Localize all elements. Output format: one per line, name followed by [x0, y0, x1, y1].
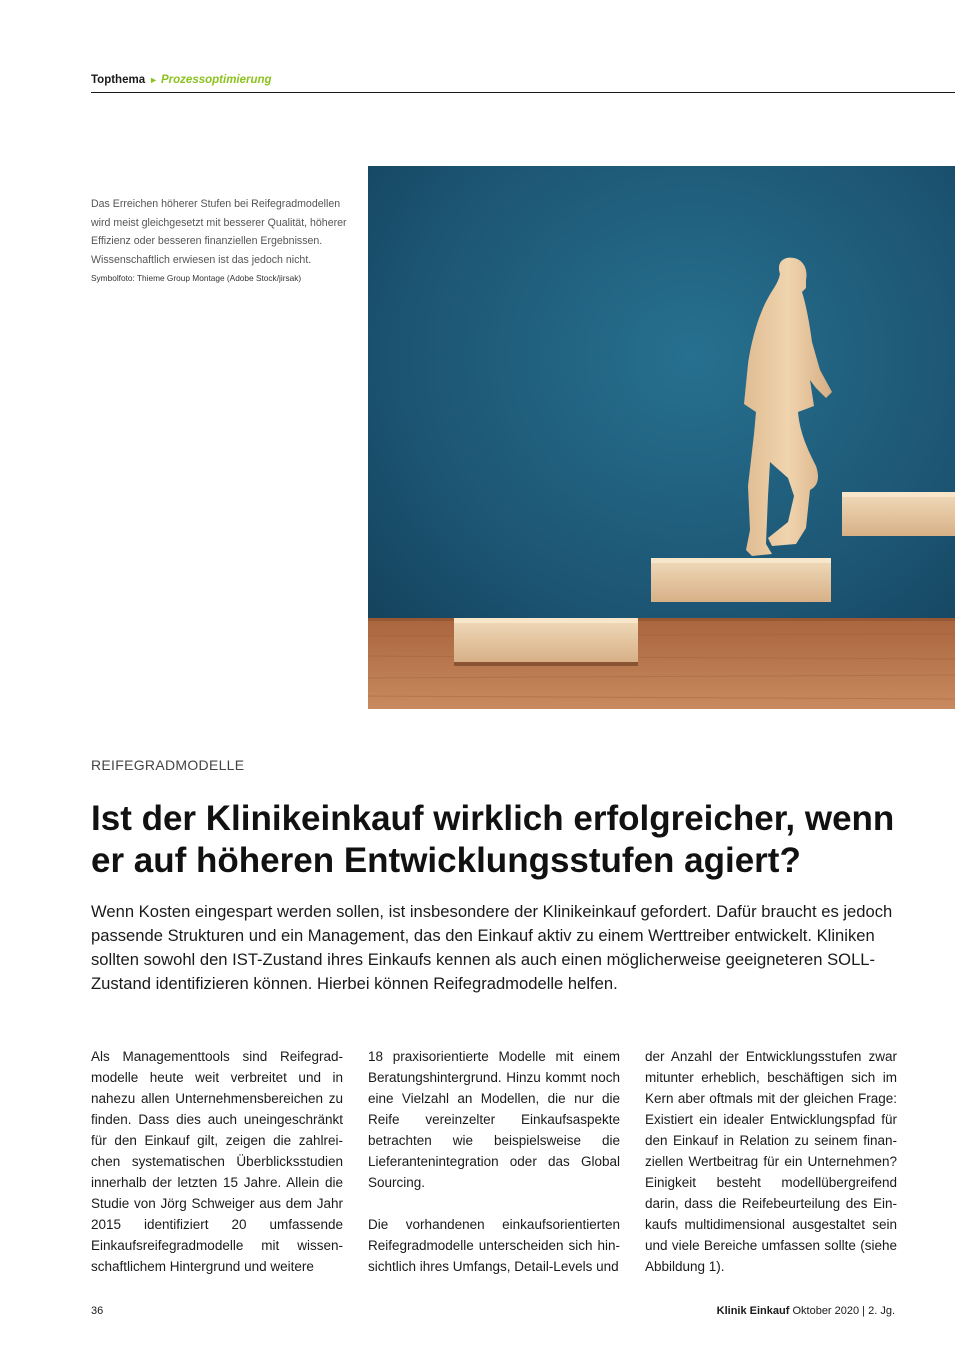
body-column-1	[91, 1046, 343, 1277]
body-paragraph: Als Managementtools sind Reifegradmodelle heute weit verbreitet und in nahezu allen Unternehmensbereichen zu finden. Dass dies auch uneingeschränkt für den Einkauf gilt, zeigen die zahlreichen systematischen Überblicksstudien innerhalb der letzten 15 Jahre. Allein die Studie von Jörg Schweiger aus dem Jahr 2015 identifiziert 20 umfassende Einkaufsreifegradmodelle mit wissenschaftlichem Hintergrund und weitere	[91, 1049, 343, 1274]
magazine-name: Klinik Einkauf	[716, 1305, 790, 1317]
body-column-2	[368, 1046, 620, 1277]
body-paragraph: Die vorhandenen einkaufsorientierten Reifegradmodelle unterscheiden sich hinsichtlich ihres Umfangs, Detail-Levels und	[368, 1217, 620, 1274]
body-paragraph: 18 praxisorientierte Modelle mit einem Beratungshintergrund. Hinzu kommt noch eine Vielzahl an Modellen, die nur die Reife vereinzelter Einkaufsaspekte betrachten wie beispielsweise die Lieferantenintegration oder das Global Sourcing.	[368, 1049, 620, 1190]
photo-caption	[91, 195, 349, 288]
article-kicker: REIFEGRADMODELLE	[91, 757, 245, 773]
header-section: Prozessoptimierung	[161, 74, 272, 86]
wooden-figure-steps-illustration	[368, 166, 955, 709]
page-number: 36	[91, 1305, 104, 1317]
article-title: Ist der Klinikeinkauf wirklich erfolgreicher, wenn er auf höheren Entwicklungsstufen agiert?	[91, 799, 895, 880]
header-topic: Topthema	[91, 74, 146, 86]
article-photo	[368, 166, 955, 709]
photo-credit: Symbolfoto: Thieme Group Montage (Adobe Stock/jirsak)	[91, 273, 302, 284]
body-paragraph: der Anzahl der Entwicklungsstufen zwar mitunter erheblich, beschäftigen sich im Kern aber oftmals mit der gleichen Frage: Existiert ein idealer Entwicklungspfad für den Einkauf in Relation zu seinem finanziellen Wertbeitrag für ein Unternehmen? Einigkeit besteht modellübergreifend darin, dass die Reifebeurteilung des Einkaufs multidimensional ausgestaltet sein und viele Bereiche umfassen sollte (siehe Abbildung 1).	[645, 1049, 897, 1274]
issue-info: Oktober 2020 | 2. Jg.	[792, 1305, 895, 1317]
header-arrow-icon: ►	[149, 75, 159, 85]
body-column-3	[645, 1046, 897, 1277]
running-header	[91, 70, 955, 93]
caption-text: Das Erreichen höherer Stufen bei Reifegradmodellen wird meist gleichgesetzt mit besserer Qualität, höherer Effizienz oder besseren finanziellen Ergebnissen. Wissenschaftlich erwiesen ist das jedoch nicht.	[91, 198, 347, 266]
article-lead: Wenn Kosten eingespart werden sollen, ist insbesondere der Klinikeinkauf gefordert. Dafür braucht es jedoch passende Strukturen und ein Management, das den Einkauf aktiv zu einem Werttreiber entwickelt. Kliniken sollten sowohl den IST-Zustand ihres Einkaufs kennen als auch einen möglicherweise geeigneteren SOLL-Zustand identifizieren können. Hierbei können Reifegradmodelle helfen.	[91, 902, 893, 993]
footer-magazine-info	[717, 1305, 895, 1317]
